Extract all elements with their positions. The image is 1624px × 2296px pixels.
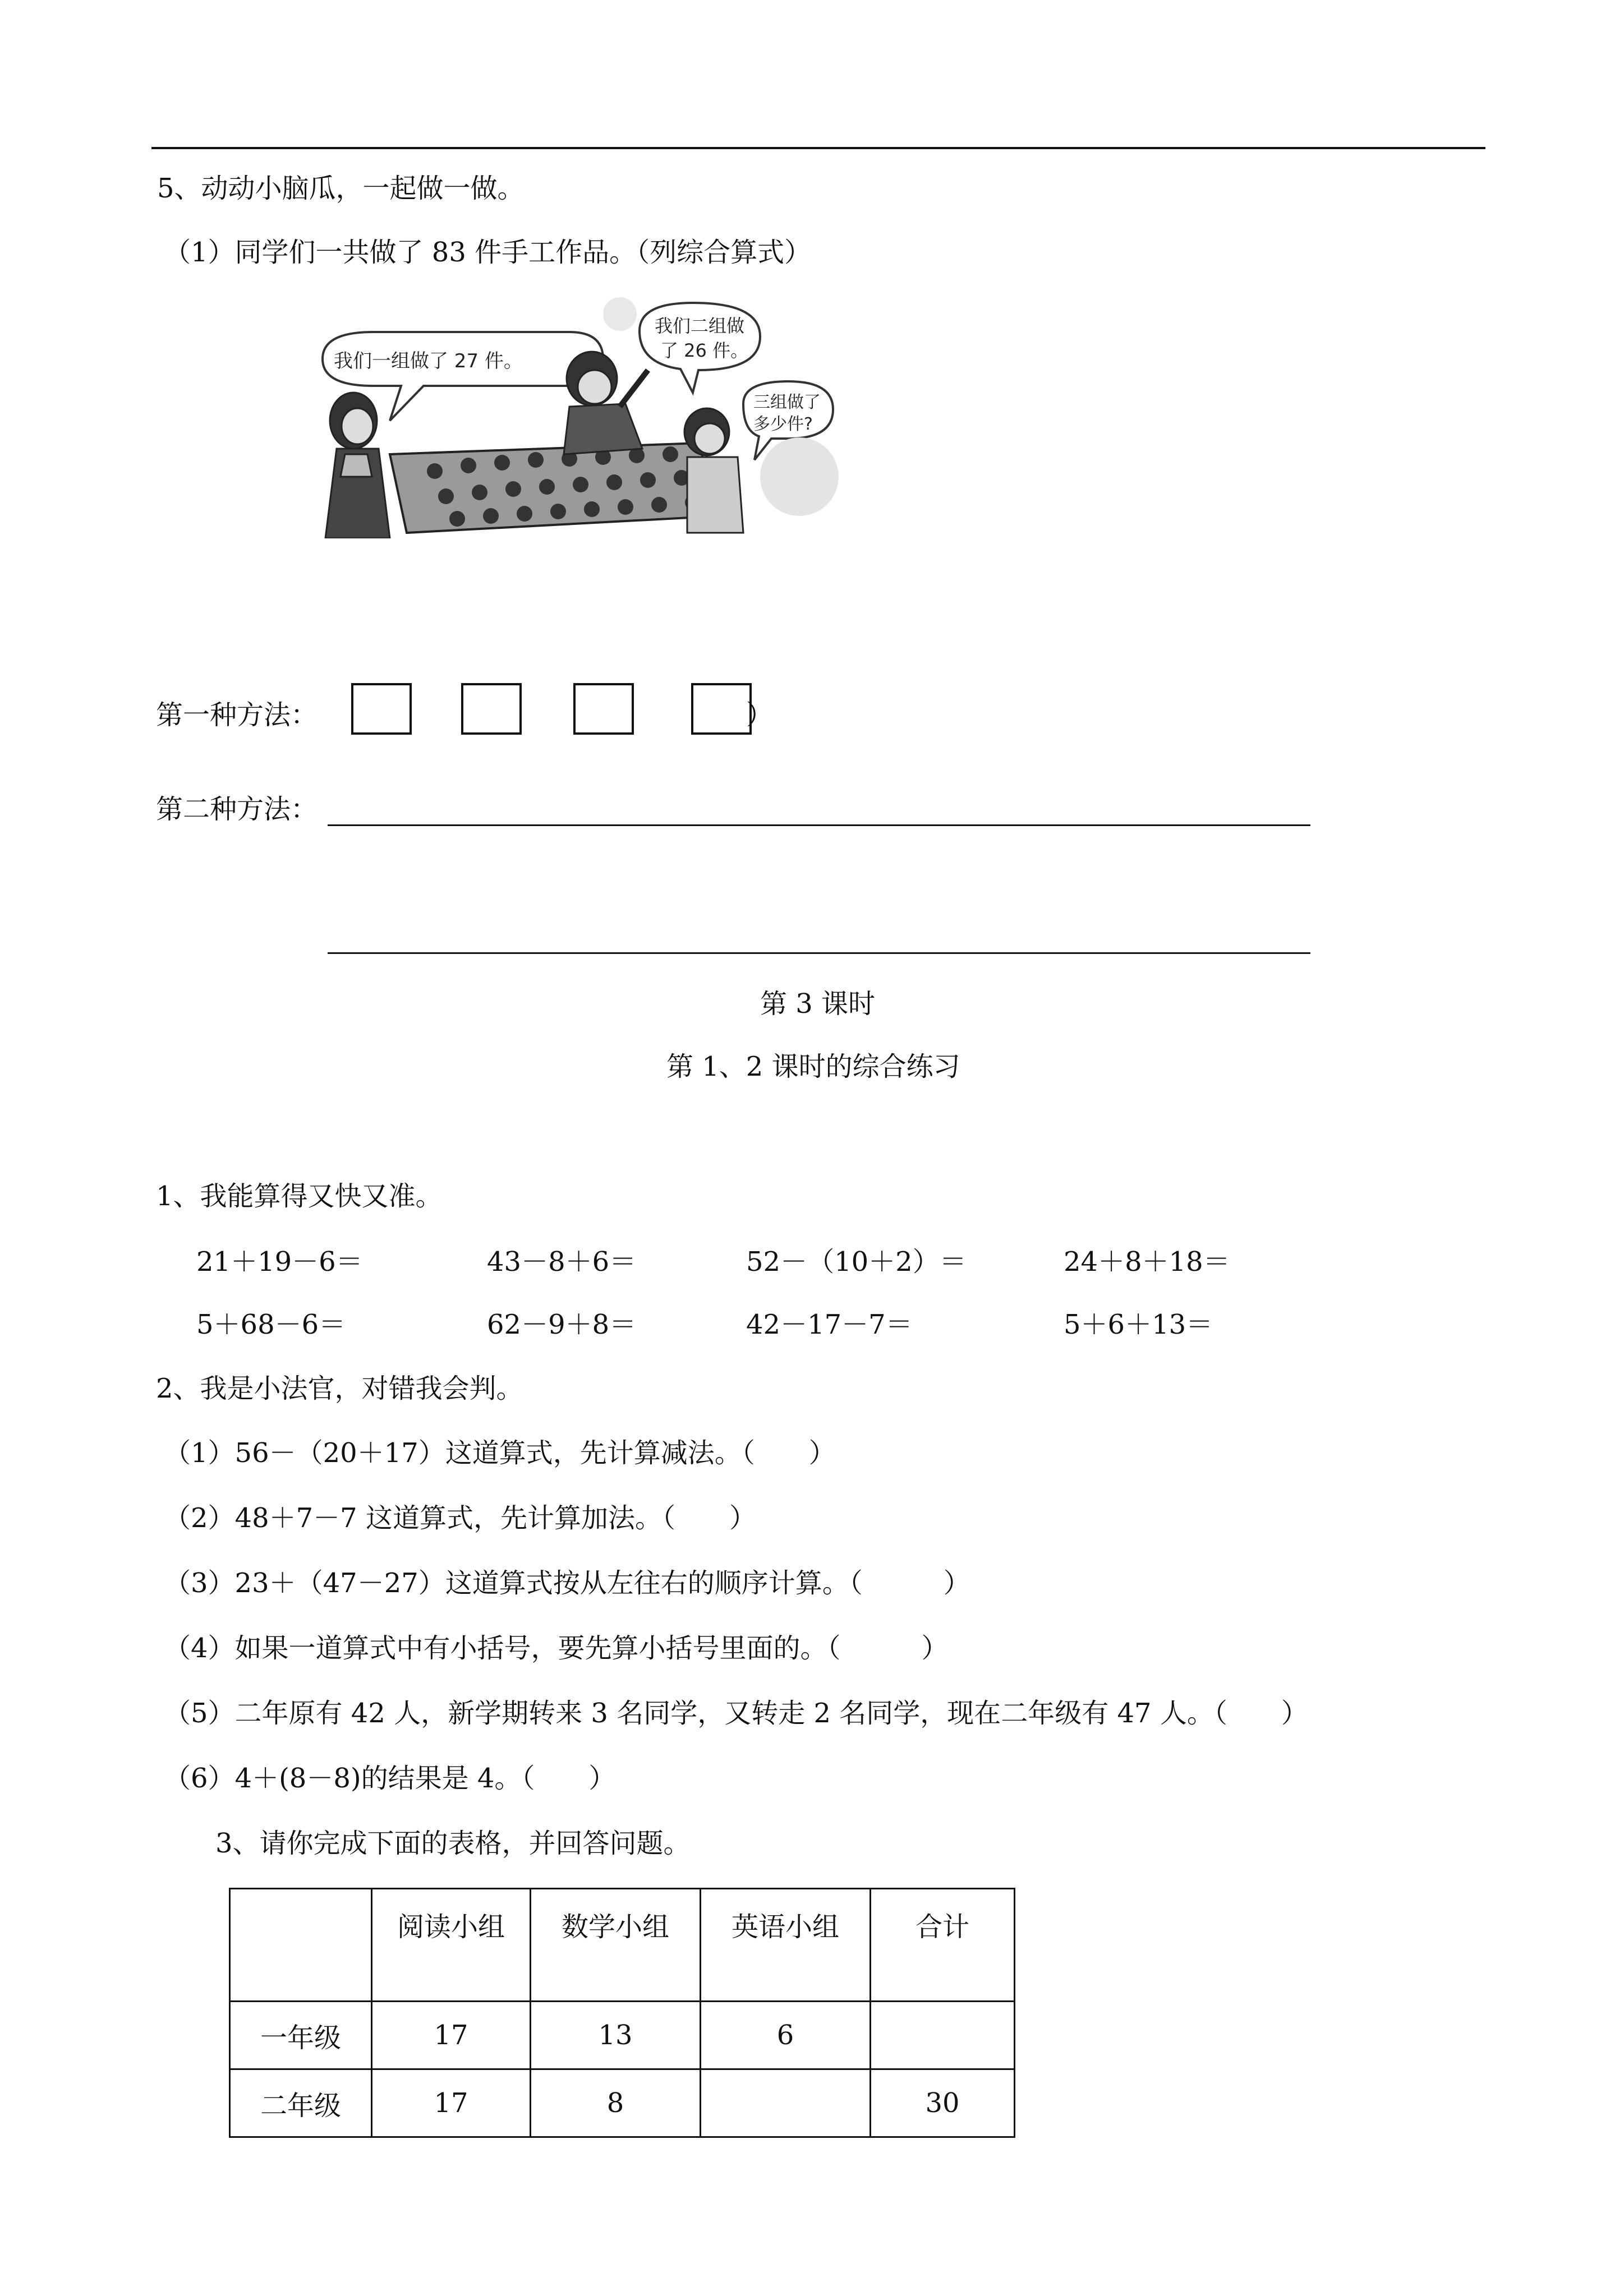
method2-label: 第二种方法： — [156, 794, 318, 825]
judge-item-3: （3）23＋（47－27）这道算式按从左往右的顺序计算。（ ） — [164, 1567, 970, 1599]
top-rule — [151, 147, 1485, 149]
calc-r1-c2: 43－8＋6＝ — [487, 1246, 637, 1278]
calc-r1-c3: 52－（10＋2）＝ — [746, 1246, 967, 1278]
bubble-text-kid-2: 多少件? — [753, 414, 813, 434]
answer-box-2[interactable] — [461, 683, 522, 735]
answer-box-1[interactable] — [351, 683, 412, 735]
q1-title: 1、我能算得又快又准。 — [156, 1181, 443, 1212]
judge-item-1: （1）56－（20＋17）这道算式，先计算减法。（ ） — [164, 1437, 836, 1469]
answer-box-3[interactable] — [573, 683, 634, 735]
q3-title: 3、请你完成下面的表格，并回答问题。 — [215, 1828, 691, 1859]
judge-item-6: （6）4＋(8－8)的结果是 4。（ ） — [164, 1763, 616, 1794]
craft-table — [390, 443, 721, 533]
table-header-math: 数学小组 — [531, 1889, 701, 2002]
calc-r2-c4: 5＋6＋13＝ — [1064, 1309, 1213, 1340]
table-header-reading: 阅读小组 — [372, 1889, 531, 2002]
table-row-label: 二年级 — [230, 2069, 372, 2137]
q5-subquestion-1: （1）同学们一共做了 83 件手工作品。（列综合算式） — [164, 237, 812, 268]
judge-item-4: （4）如果一道算式中有小括号，要先算小括号里面的。（ ） — [164, 1633, 949, 1664]
answer-box-4[interactable] — [691, 683, 752, 735]
lesson-title: 第 3 课时 — [760, 988, 876, 1020]
table-cell: 17 — [372, 2002, 531, 2069]
lesson-subtitle: 第 1、2 课时的综合练习 — [666, 1051, 960, 1082]
table-cell: 6 — [701, 2002, 871, 2069]
bubble-text-boy-2: 了 26 件。 — [660, 340, 749, 361]
table-cell-blank[interactable] — [871, 2002, 1015, 2069]
bubble-text-boy-1: 我们二组做 — [655, 315, 745, 336]
table-header-english: 英语小组 — [701, 1889, 871, 2002]
group-table — [229, 1888, 1015, 2138]
q5-title: 5、动动小脑瓜，一起做一做。 — [157, 173, 525, 204]
table-cell: 8 — [531, 2069, 701, 2137]
calc-r2-c1: 5＋68－6＝ — [196, 1309, 346, 1340]
boy-figure — [564, 352, 648, 454]
calc-r2-c2: 62－9＋8＝ — [487, 1309, 637, 1340]
judge-item-5: （5）二年原有 42 人，新学期转来 3 名同学，又转走 2 名同学，现在二年级有 47 人。（ ） — [164, 1698, 1308, 1729]
calc-r1-c1: 21＋19－6＝ — [196, 1246, 363, 1278]
q2-title: 2、我是小法官，对错我会判。 — [156, 1373, 523, 1404]
table-header-total: 合计 — [871, 1889, 1015, 2002]
table-cell-blank[interactable] — [701, 2069, 871, 2137]
table-cell: 17 — [372, 2069, 531, 2137]
girl-figure — [325, 393, 390, 538]
bubble-text-kid-1: 三组做了 — [753, 393, 821, 412]
bubble-text-girl: 我们一组做了 27 件。 — [334, 350, 523, 372]
method1-trailing-paren: ） — [746, 699, 774, 731]
table-row — [230, 2069, 1015, 2137]
table-cell: 13 — [531, 2002, 701, 2069]
method2-answer-line-1[interactable] — [328, 824, 1310, 826]
judge-item-2: （2）48＋7－7 这道算式，先计算加法。（ ） — [164, 1502, 756, 1534]
table-row — [230, 2002, 1015, 2069]
calc-r2-c3: 42－17－7＝ — [746, 1309, 913, 1340]
method1-label: 第一种方法： — [156, 699, 318, 731]
method2-answer-line-2[interactable] — [328, 952, 1310, 954]
table-header-row — [230, 1889, 1015, 2002]
kid-figure — [684, 408, 743, 533]
calc-r1-c4: 24＋8＋18＝ — [1064, 1246, 1230, 1278]
children-crafts-illustration — [306, 292, 861, 538]
table-cell: 30 — [871, 2069, 1015, 2137]
table-header-corner — [230, 1889, 372, 2002]
table-row-label: 一年级 — [230, 2002, 372, 2069]
